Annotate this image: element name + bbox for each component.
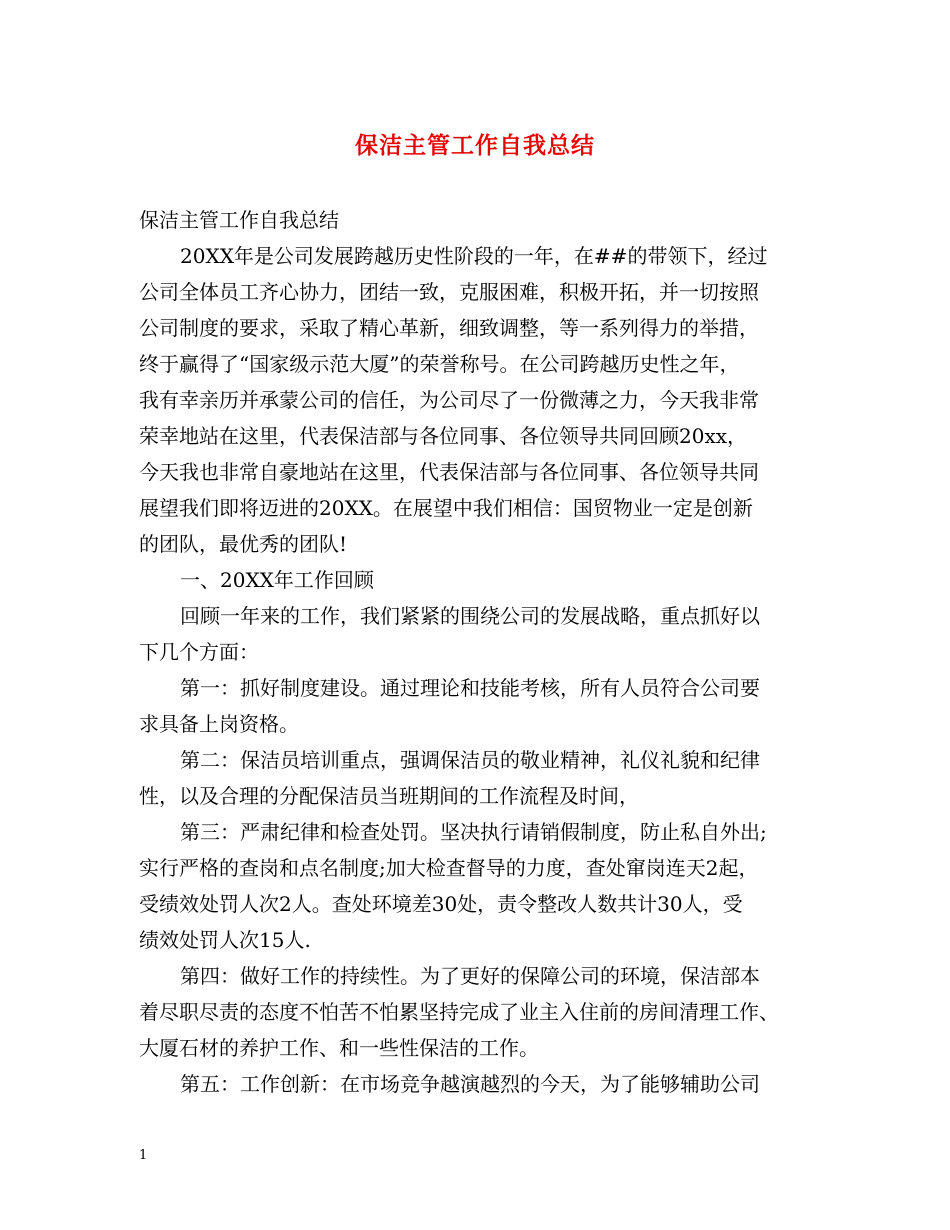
text-line: 第一：抓好制度建设。通过理论和技能考核，所有人员符合公司要	[180, 676, 760, 700]
document-body	[139, 202, 829, 1102]
text-line: 求具备上岗资格。	[139, 712, 299, 736]
text-line: 绩效处罚人次15人.	[139, 928, 311, 952]
text-line: 一、20XX年工作回顾	[180, 568, 374, 592]
text-line: 受绩效处罚人次2人。查处环境差30处，责令整改人数共计30人，受	[139, 892, 743, 916]
text-line: 公司全体员工齐心协力，团结一致，克服困难，积极开拓，并一切按照	[139, 280, 759, 304]
text-line: 展望我们即将迈进的20XX。在展望中我们相信：国贸物业一定是创新	[139, 496, 753, 520]
text-line: 第三：严肃纪律和检查处罚。坚决执行请销假制度，防止私自外出;	[180, 820, 767, 844]
text-line: 我有幸亲历并承蒙公司的信任，为公司尽了一份微薄之力，今天我非常	[139, 388, 759, 412]
text-line: 下几个方面：	[139, 640, 259, 664]
text-line: 第二：保洁员培训重点，强调保洁员的敬业精神，礼仪礼貌和纪律	[180, 748, 760, 772]
text-line: 荣幸地站在这里，代表保洁部与各位同事、各位领导共同回顾20xx，	[139, 424, 748, 448]
text-line: 大厦石材的养护工作、和一些性保洁的工作。	[139, 1036, 539, 1060]
text-line: 第五：工作创新：在市场竞争越演越烈的今天，为了能够辅助公司	[180, 1072, 760, 1096]
text-line: 性，以及合理的分配保洁员当班期间的工作流程及时间，	[139, 784, 639, 808]
text-line: 着尽职尽责的态度不怕苦不怕累坚持完成了业主入住前的房间清理工作、	[139, 1000, 779, 1024]
text-line: 实行严格的查岗和点名制度;加大检查督导的力度，查处窜岗连天2起，	[139, 856, 759, 880]
text-line: 20XX年是公司发展跨越历史性阶段的一年，在##的带领下，经过	[180, 244, 768, 268]
text-line: 今天我也非常自豪地站在这里，代表保洁部与各位同事、各位领导共同	[139, 460, 759, 484]
text-line: 回顾一年来的工作，我们紧紧的围绕公司的发展战略，重点抓好以	[180, 604, 760, 628]
text-line: 第四：做好工作的持续性。为了更好的保障公司的环境，保洁部本	[180, 964, 760, 988]
text-line: 公司制度的要求，采取了精心革新，细致调整，等一系列得力的举措，	[139, 316, 759, 340]
text-line: 终于赢得了“国家级示范大厦”的荣誉称号。在公司跨越历史性之年，	[139, 352, 740, 376]
text-line: 的团队，最优秀的团队!	[139, 532, 348, 556]
page-number: 1	[139, 1148, 148, 1163]
document-title: 保洁主管工作自我总结	[355, 132, 595, 159]
text-line: 保洁主管工作自我总结	[139, 208, 339, 232]
